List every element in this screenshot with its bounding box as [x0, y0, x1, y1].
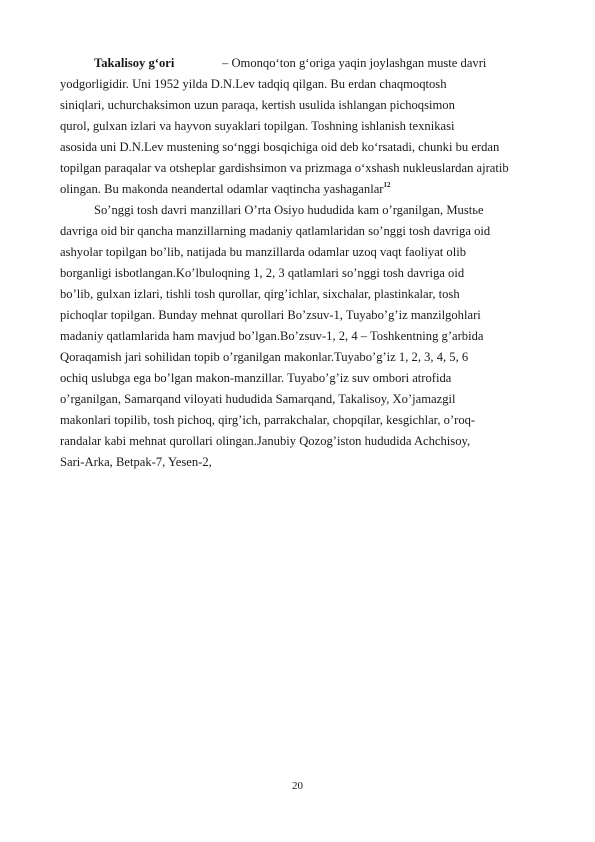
- paragraph-1-line: topilgan paraqalar va otsheplar gardishsimon va prizmaga o‘xshash nukleuslardan ajratib: [60, 161, 509, 175]
- paragraph-2-line: Sari-Arka, Betpak-7, Yesen-2,: [60, 455, 212, 469]
- paragraph-2-line: o’rganilgan, Samarqand viloyati hududida Samarqand, Takalisoy, Xo’jamazgil: [60, 392, 456, 406]
- paragraph-1-line: qurol, gulxan izlari va hayvon suyaklari topilgan. Toshning ishlanish texnikasi: [60, 119, 455, 133]
- footnote-reference: 12: [383, 181, 391, 189]
- paragraph-2-line: pichoqlar topilgan. Bunday mehnat qurollari Bo’zsuv-1, Tuyabo’g’iz manzilgohlari: [60, 308, 481, 322]
- paragraph-2-line: makonlari topilib, tosh pichoq, qirg’ich, parrakchalar, chopqilar, kesgichlar, o’roq-: [60, 413, 476, 427]
- paragraph-2-line: borganligi isbotlangan.Ko’lbuloqning 1, 2, 3 qatlamlari so’nggi tosh davriga oid: [60, 266, 465, 280]
- page-number: 20: [292, 780, 303, 792]
- paragraph-1-last-line-text: olingan. Bu makonda neandertal odamlar vaqtincha yashaganlar: [60, 182, 384, 196]
- paragraph-2-line: ashyolar topilgan bo’lib, natijada bu manzillarda odamlar uzoq vaqt faoliyat olib: [60, 245, 467, 259]
- paragraph-2-first-line: So’nggi tosh davri manzillari O’rta Osiyo hududida kam o’rganilgan, Mustье: [94, 203, 484, 217]
- paragraph-2-line: randalar kabi mehnat qurollari olingan.Janubiy Qozog’iston hududida Achchisoy,: [60, 434, 471, 448]
- paragraph-2-line: Qoraqamish jari sohilidan topib o’rganilgan makonlar.Tuyabo’g’iz 1, 2, 3, 4, 5, 6: [60, 350, 469, 364]
- paragraph-1-first-line: [94, 55, 486, 71]
- paragraph-2-line: madaniy qatlamlarida ham mavjud bo’lgan.Bo’zsuv-1, 2, 4 – Toshkentning g’arbida: [60, 329, 484, 343]
- paragraph-1-line: yodgorligidir. Uni 1952 yilda D.N.Lev tadqiq qilgan. Bu erdan chaqmoqtosh: [60, 77, 447, 91]
- paragraph-2-line: davriga oid bir qancha manzillarning madaniy qatlamlaridan so’nggi tosh davriga oid: [60, 224, 491, 238]
- paragraph-2-line: bo’lib, gulxan izlari, tishli tosh qurollar, qirg’ichlar, sixchalar, plastinkalar, tosh: [60, 287, 460, 301]
- paragraph-1-last-line: [60, 181, 390, 197]
- paragraph-1-line: asosida uni D.N.Lev mustening so‘nggi bosqichiga oid deb ko‘rsatadi, chunki bu erdan: [60, 140, 500, 154]
- paragraph-1-first-line-text: – Omonqo‘ton g‘origa yaqin joylashgan muste davri: [222, 56, 487, 70]
- paragraph-1-line: siniqlari, uchurchaksimon uzun paraqa, kertish usulida ishlangan pichoqsimon: [60, 98, 455, 112]
- paragraph-2-line: ochiq uslubga ega bo’lgan makon-manzillar. Tuyabo’g’iz suv ombori atrofida: [60, 371, 452, 385]
- term-heading: Takalisoy g‘ori: [94, 56, 175, 70]
